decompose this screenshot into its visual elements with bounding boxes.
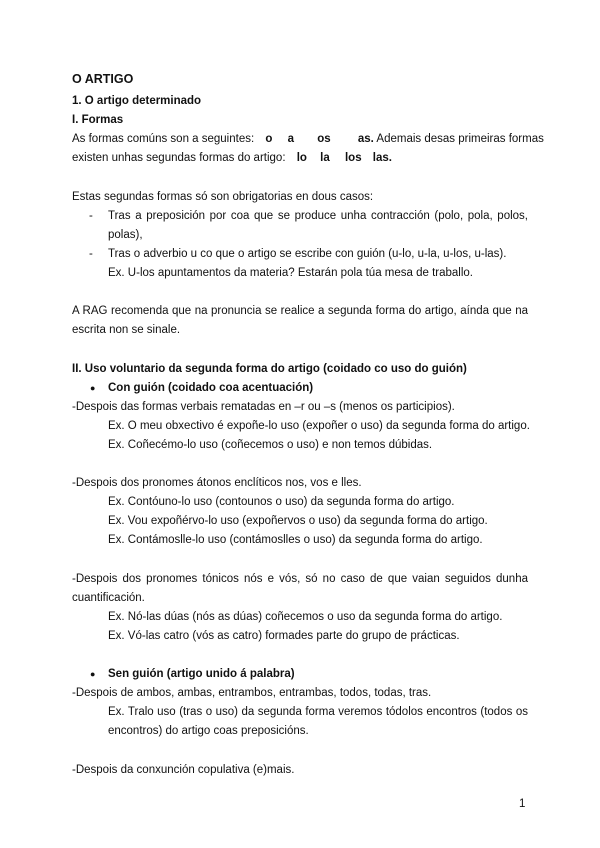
form-la: la bbox=[320, 152, 330, 164]
bullet-heading-con-guion: Con guión (coidado coa acentuación) bbox=[108, 382, 314, 394]
list-item-1-line1: Tras a preposición por coa que se produce unha contracción (polo, pola, polos, bbox=[108, 210, 528, 222]
page-number: 1 bbox=[519, 798, 526, 810]
bullet-icon: ● bbox=[90, 669, 96, 679]
section-heading-1: 1. O artigo determinado bbox=[72, 95, 202, 107]
rule-ambos: -Despois de ambos, ambas, entrambos, entrambas, todos, todas, tras. bbox=[72, 687, 432, 699]
rule-ambos-example-line2: encontros) do artigo coas preposicións. bbox=[108, 725, 309, 737]
rule-atonic-example-2: Ex. Vou expoñérvo-lo uso (expoñervos o uso) da segunda forma do artigo. bbox=[108, 515, 488, 527]
forms-intro-text: As formas comúns son a seguintes: bbox=[72, 133, 255, 145]
rule-tonic-pronouns-line2: cuantificación. bbox=[72, 592, 145, 604]
form-a: a bbox=[287, 133, 295, 145]
list-dash: - bbox=[89, 210, 93, 222]
subheading-formas: I. Formas bbox=[72, 114, 124, 126]
bullet-heading-sen-guion: Sen guión (artigo unido á palabra) bbox=[108, 668, 295, 680]
paragraph-obligatory: Estas segundas formas só son obrigatorias en dous casos: bbox=[72, 191, 374, 203]
document-title: O ARTIGO bbox=[72, 72, 134, 86]
form-los: los bbox=[344, 152, 362, 164]
paragraph-forms-line2 bbox=[72, 151, 392, 165]
rule-tonic-example-2: Ex. Vó-las catro (vós as catro) formades parte do grupo de prácticas. bbox=[108, 630, 460, 642]
rule-verbal-example-2: Ex. Coñecémo-lo uso (coñecemos o uso) e non temos dúbidas. bbox=[108, 439, 433, 451]
form-las: las. bbox=[372, 152, 392, 164]
rule-verbal-forms: -Despois das formas verbais rematadas en –r ou –s (menos os participios). bbox=[72, 401, 455, 413]
section-heading-2: II. Uso voluntario da segunda forma do artigo (coidado co uso do guión) bbox=[72, 363, 467, 375]
rule-atonic-pronouns: -Despois dos pronomes átonos enclíticos nos, vos e lles. bbox=[72, 477, 362, 489]
list-item-2: Tras o adverbio u co que o artigo se escribe con guión (u-lo, u-la, u-los, u-las). bbox=[108, 248, 507, 260]
list-item-2-example: Ex. U-los apuntamentos da materia? Estarán pola túa mesa de traballo. bbox=[108, 267, 474, 279]
rule-tonic-example-1: Ex. Nó-las dúas (nós as dúas) coñecemos o uso da segunda forma do artigo. bbox=[108, 611, 503, 623]
rule-ambos-example-line1: Ex. Tralo uso (tras o uso) da segunda forma veremos tódolos encontros (todos os bbox=[108, 706, 528, 718]
paragraph-forms-line1 bbox=[72, 132, 544, 146]
list-dash: - bbox=[89, 248, 93, 260]
rule-atonic-example-3: Ex. Contámoslle-lo uso (contámoslles o uso) da segunda forma do artigo. bbox=[108, 534, 483, 546]
paragraph-rag-line1: A RAG recomenda que na pronuncia se realice a segunda forma do artigo, aínda que na bbox=[72, 305, 528, 317]
second-forms-intro: existen unhas segundas formas do artigo: bbox=[72, 152, 286, 164]
forms-intro-tail: Ademais desas primeiras formas bbox=[376, 133, 544, 145]
rule-verbal-example-1: Ex. O meu obxectivo é expoñe-lo uso (expoñer o uso) da segunda forma do artigo. bbox=[108, 420, 530, 432]
form-as: as. bbox=[357, 133, 374, 145]
form-o: o bbox=[265, 133, 273, 145]
rule-mais: -Despois da conxunción copulativa (e)mais. bbox=[72, 764, 295, 776]
list-item-1-line2: polas), bbox=[108, 229, 143, 241]
form-lo: lo bbox=[296, 152, 307, 164]
rule-tonic-pronouns-line1: -Despois dos pronomes tónicos nós e vós, só no caso de que vaian seguidos dunha bbox=[72, 573, 528, 585]
paragraph-rag-line2: escrita non se sinale. bbox=[72, 324, 181, 336]
bullet-icon: ● bbox=[90, 383, 96, 393]
rule-atonic-example-1: Ex. Contóuno-lo uso (contounos o uso) da segunda forma do artigo. bbox=[108, 496, 455, 508]
form-os: os bbox=[317, 133, 331, 145]
